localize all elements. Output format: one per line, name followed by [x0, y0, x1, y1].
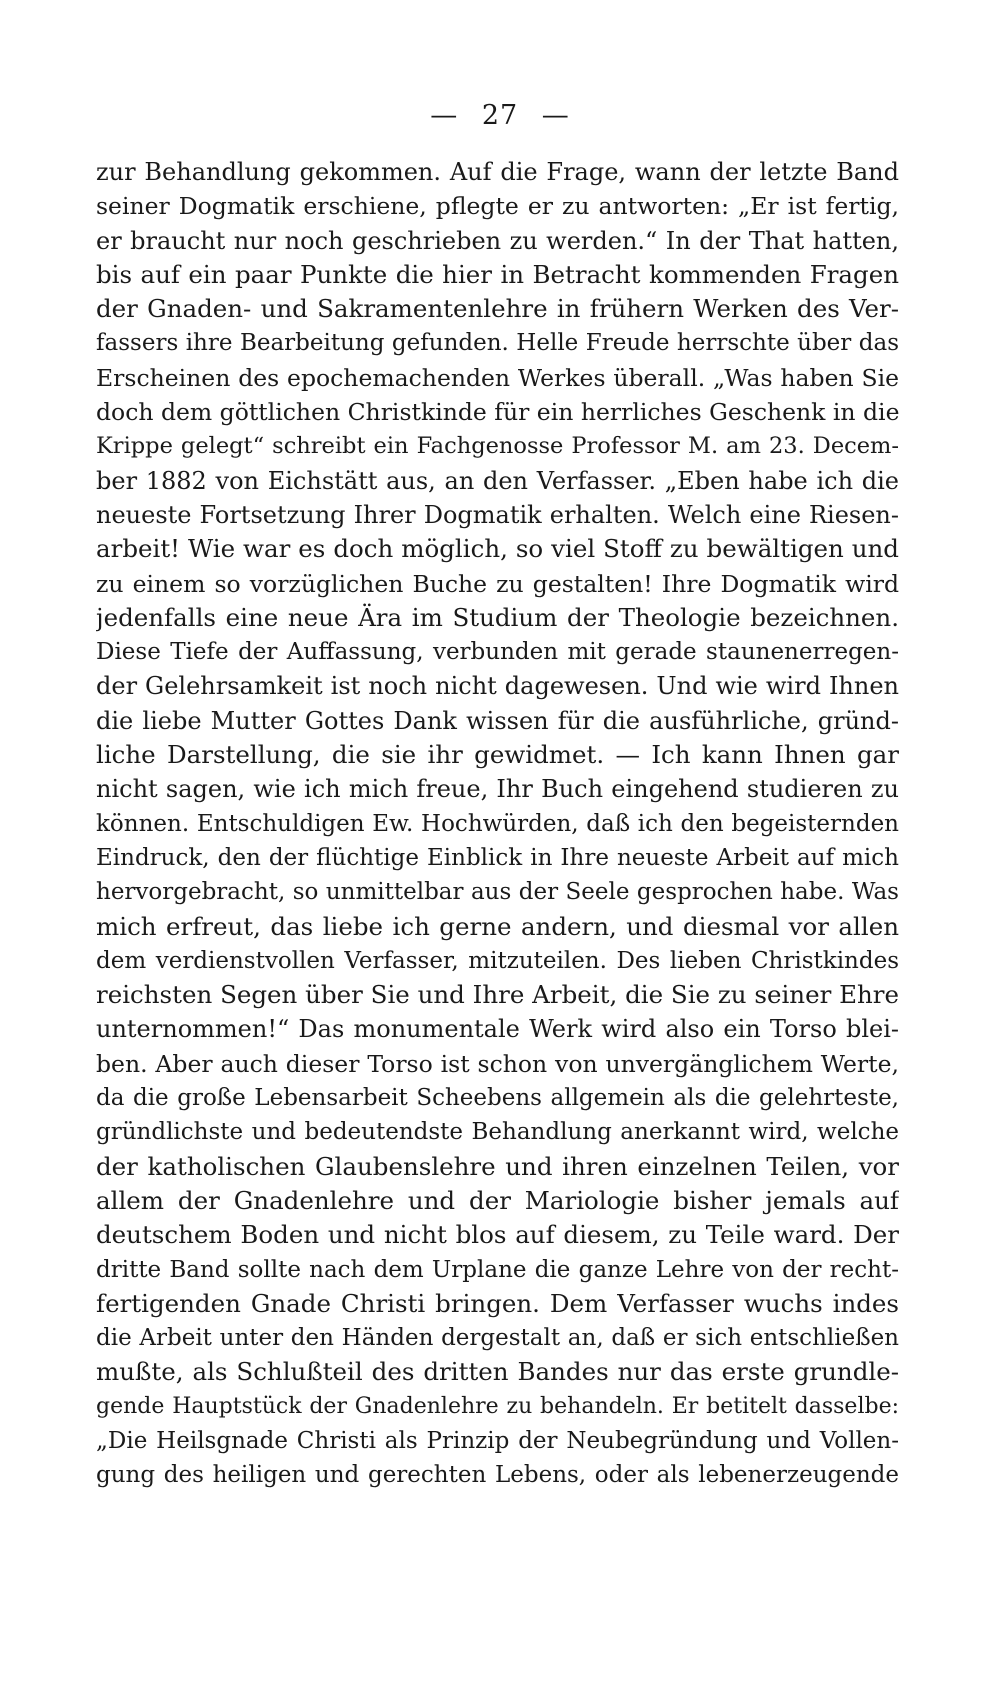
text-line: gründlichste und bedeutendste Behandlung anerkannt wird, welche — [96, 1119, 899, 1146]
text-line: zur Behandlung gekommen. Auf die Frage, wann der letzte Band — [96, 158, 899, 186]
text-line: der Gnaden- und Sakramentenlehre in frühern Werken des Ver- — [96, 294, 899, 324]
text-line: dem verdienstvollen Verfasser, mitzuteilen. Des lieben Christkindes — [96, 947, 899, 974]
text-line: nicht sagen, wie ich mich freue, Ihr Buch eingehend studieren zu — [96, 775, 899, 804]
text-line: mich erfreut, das liebe ich gerne andern, und diesmal vor allen — [96, 911, 899, 941]
text-line: dritte Band sollte nach dem Urplane die ganze Lehre von der recht- — [96, 1256, 899, 1283]
body-text — [96, 155, 899, 1493]
text-line: fassers ihre Bearbeitung gefunden. Helle Freude herrschte über das — [96, 330, 899, 357]
text-line: der katholischen Glaubenslehre und ihren einzelnen Teilen, vor — [96, 1151, 899, 1181]
text-line: zu einem so vorzüglichen Buche zu gestalten! Ihre Dogmatik wird — [96, 569, 899, 598]
text-line: gende Hauptstück der Gnadenlehre zu behandeln. Er betitelt dasselbe: — [96, 1393, 899, 1419]
text-line: hervorgebracht, so unmittelbar aus der Seele gesprochen habe. Was — [96, 879, 899, 906]
text-line: unternommen!“ Das monumentale Werk wird also ein Torso blei- — [96, 1015, 899, 1044]
text-line: gung des heiligen und gerechten Lebens, oder als lebenerzeugende — [96, 1462, 899, 1489]
text-line: jedenfalls eine neue Ära im Studium der Theologie bezeichnen. — [96, 602, 899, 632]
page-number: — 27 — — [430, 100, 570, 131]
text-line: arbeit! Wie war es doch möglich, so viel Stoff zu bewältigen und — [96, 534, 899, 564]
text-line: er braucht nur noch geschrieben zu werden.“ In der That hatten, — [96, 226, 899, 255]
text-line: seiner Dogmatik erschiene, pflegte er zu antworten: „Er ist fertig, — [96, 192, 899, 221]
text-line: mußte, als Schlußteil des dritten Bandes nur das erste grundle- — [96, 1357, 899, 1387]
text-line: allem der Gnadenlehre und der Mariologie bisher jemals auf — [96, 1185, 899, 1215]
text-line: fertigenden Gnade Christi bringen. Dem Verfasser wuchs indes — [96, 1288, 899, 1318]
text-line: können. Entschuldigen Ew. Hochwürden, daß ich den begeisternden — [96, 810, 899, 837]
text-line: Diese Tiefe der Auffassung, verbunden mit gerade staunenerregen- — [96, 639, 899, 666]
text-line: Krippe gelegt“ schreibt ein Fachgenosse Professor M. am 23. Decem- — [96, 433, 899, 460]
text-line: Eindruck, den der flüchtige Einblick in Ihre neueste Arbeit auf mich — [96, 844, 899, 871]
text-line: Erscheinen des epochemachenden Werkes überall. „Was haben Sie — [96, 363, 899, 392]
text-line: die liebe Mutter Gottes Dank wissen für die ausführliche, gründ- — [96, 706, 899, 735]
text-line: doch dem göttlichen Christkinde für ein herrliches Geschenk in die — [96, 398, 899, 427]
text-line: „Die Heilsgnade Christi als Prinzip der Neubegründung und Vollen- — [96, 1427, 899, 1454]
text-line: reichsten Segen über Sie und Ihre Arbeit, die Sie zu seiner Ehre — [96, 980, 899, 1010]
text-line: liche Darstellung, die sie ihr gewidmet. — Ich kann Ihnen gar — [96, 740, 899, 770]
text-line: ber 1882 von Eichstätt aus, an den Verfasser. „Eben habe ich die — [96, 466, 899, 495]
text-line: neueste Fortsetzung Ihrer Dogmatik erhalten. Welch eine Riesen- — [96, 500, 899, 529]
text-line: bis auf ein paar Punkte die hier in Betracht kommenden Fragen — [96, 259, 899, 289]
text-line: die Arbeit unter den Händen dergestalt an, daß er sich entschließen — [96, 1325, 899, 1352]
text-line: da die große Lebensarbeit Scheebens allgemein als die gelehrteste, — [96, 1085, 899, 1112]
text-line: ben. Aber auch dieser Torso ist schon von unvergänglichem Werte, — [96, 1049, 899, 1078]
text-line: deutschem Boden und nicht blos auf diesem, zu Teile ward. Der — [96, 1220, 899, 1250]
text-line: der Gelehrsamkeit ist noch nicht dagewesen. Und wie wird Ihnen — [96, 672, 899, 701]
